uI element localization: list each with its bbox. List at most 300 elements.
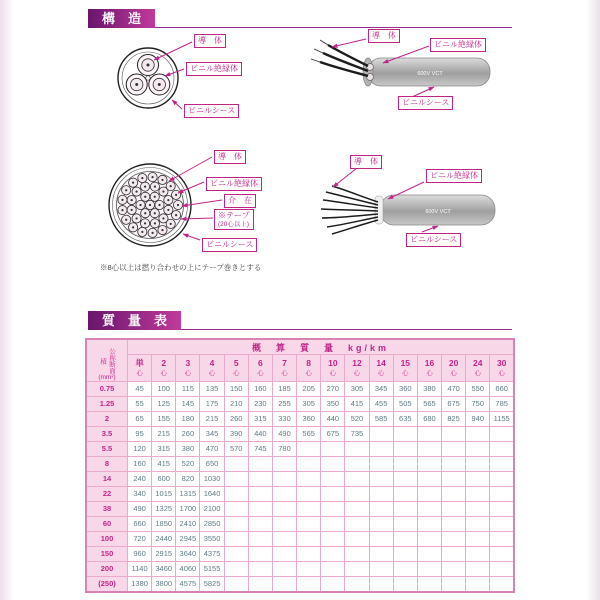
mass-value-cell: 675 <box>442 397 466 412</box>
label-filler-c: 介 在 <box>224 194 256 208</box>
mass-value-cell <box>393 532 417 547</box>
mass-value-cell <box>321 457 345 472</box>
mass-value-cell: 65 <box>128 412 152 427</box>
mass-value-cell: 55 <box>128 397 152 412</box>
mass-value-cell <box>490 502 514 517</box>
core-count-header <box>128 355 152 382</box>
mass-value-cell <box>393 517 417 532</box>
mass-value-cell: 340 <box>128 487 152 502</box>
mass-value-cell <box>417 472 441 487</box>
table-row <box>86 532 514 547</box>
mass-value-cell: 120 <box>128 442 152 457</box>
core-count-suffix: 心 <box>208 370 216 377</box>
core-count-number: 4 <box>209 358 215 368</box>
core-count-number: 8 <box>306 358 312 368</box>
mass-value-cell: 215 <box>152 427 176 442</box>
mass-value-cell <box>248 517 272 532</box>
table-row <box>86 487 514 502</box>
mass-value-cell <box>490 487 514 502</box>
table-row <box>86 397 514 412</box>
mass-value-cell: 380 <box>176 442 200 457</box>
mass-value-cell <box>345 547 369 562</box>
table-row <box>86 502 514 517</box>
mass-value-cell <box>321 532 345 547</box>
mass-value-cell <box>490 577 514 593</box>
mass-value-cell <box>417 532 441 547</box>
mass-value-cell <box>393 487 417 502</box>
mass-value-cell <box>466 517 490 532</box>
mass-value-cell <box>393 427 417 442</box>
mass-value-cell: 600 <box>152 472 176 487</box>
mass-value-cell <box>224 457 248 472</box>
mass-value-cell <box>345 457 369 472</box>
mass-value-cell <box>321 547 345 562</box>
core-count-suffix: 心 <box>450 370 457 377</box>
mass-value-cell <box>321 487 345 502</box>
mass-value-cell <box>321 562 345 577</box>
mass-value-cell <box>345 517 369 532</box>
label-insulation-b: ビニル絶縁体 <box>430 38 486 52</box>
mass-value-cell <box>248 472 272 487</box>
mass-value-cell <box>417 502 441 517</box>
mass-value-cell: 415 <box>345 397 369 412</box>
mass-value-cell <box>393 457 417 472</box>
core-count-suffix: 心 <box>281 370 288 377</box>
mass-value-cell <box>297 517 321 532</box>
mass-value-cell: 160 <box>248 382 272 397</box>
mass-value-cell <box>417 442 441 457</box>
mass-value-cell <box>297 442 321 457</box>
mass-value-cell: 960 <box>128 547 152 562</box>
mass-value-cell: 940 <box>466 412 490 427</box>
mass-value-cell: 635 <box>393 412 417 427</box>
mass-value-cell <box>393 472 417 487</box>
mass-value-cell <box>393 577 417 593</box>
header-rule <box>155 27 512 28</box>
mass-value-cell <box>272 577 296 593</box>
mass-value-cell <box>442 562 466 577</box>
structure-note: ※8心以上は撚り合わせの上にテープ巻きとする <box>100 263 262 272</box>
mass-value-cell: 550 <box>466 382 490 397</box>
mass-value-cell <box>321 517 345 532</box>
mass-value-cell: 2915 <box>152 547 176 562</box>
mass-value-cell: 160 <box>128 457 152 472</box>
core-count-header <box>442 355 466 382</box>
mass-value-cell <box>417 517 441 532</box>
mass-value-cell <box>369 502 393 517</box>
mass-value-cell: 720 <box>128 532 152 547</box>
mass-value-cell <box>272 487 296 502</box>
size-unit-label: (mm²) <box>98 374 116 381</box>
mass-value-cell <box>248 532 272 547</box>
mass-value-cell <box>442 502 466 517</box>
size-label: 60 <box>86 517 128 532</box>
label-insulation-d: ビニル絶縁体 <box>426 169 482 183</box>
size-label: 100 <box>86 532 128 547</box>
mass-value-cell <box>369 547 393 562</box>
section-header-structure <box>88 9 512 28</box>
core-count-header <box>248 355 272 382</box>
core-count-number: 16 <box>424 358 435 368</box>
mass-value-cell <box>345 577 369 593</box>
mass-value-cell: 455 <box>369 397 393 412</box>
mass-value-cell <box>248 457 272 472</box>
mass-value-cell <box>490 457 514 472</box>
mass-value-cell <box>369 562 393 577</box>
mass-value-cell: 745 <box>248 442 272 457</box>
core-count-header <box>321 355 345 382</box>
core-count-header <box>297 355 321 382</box>
mass-value-cell: 150 <box>224 382 248 397</box>
core-count-number: 20 <box>448 358 459 368</box>
core-count-suffix: 心 <box>136 370 143 377</box>
mass-value-cell: 650 <box>200 457 224 472</box>
mass-value-cell: 1140 <box>128 562 152 577</box>
mass-value-cell <box>369 472 393 487</box>
mass-value-cell <box>224 547 248 562</box>
mass-value-cell <box>369 457 393 472</box>
mass-value-cell <box>490 547 514 562</box>
mass-value-cell <box>321 577 345 593</box>
mass-value-cell <box>442 472 466 487</box>
size-label: 14 <box>86 472 128 487</box>
mass-value-cell <box>272 502 296 517</box>
mass-value-cell: 230 <box>248 397 272 412</box>
mass-value-cell: 390 <box>224 427 248 442</box>
mass-value-cell: 820 <box>176 472 200 487</box>
mass-value-cell: 1155 <box>490 412 514 427</box>
table-corner-cell <box>86 339 128 382</box>
core-count-header <box>490 355 514 382</box>
core-count-header <box>393 355 417 382</box>
core-count-number: 14 <box>376 358 386 368</box>
mass-value-cell <box>224 472 248 487</box>
cable-side-view-large <box>321 186 495 234</box>
mass-value-cell <box>417 577 441 593</box>
mass-value-cell <box>272 517 296 532</box>
core-count-suffix: 心 <box>305 370 312 377</box>
mass-value-cell <box>248 502 272 517</box>
core-count-number: 単 <box>135 358 144 368</box>
core-count-number: 15 <box>400 358 411 368</box>
mass-value-cell: 2440 <box>152 532 176 547</box>
mass-value-cell: 3460 <box>152 562 176 577</box>
label-conductor-b: 導 体 <box>368 29 400 43</box>
label-sheath-a: ビニルシース <box>184 104 239 118</box>
mass-value-cell: 205 <box>297 382 321 397</box>
mass-value-cell <box>248 547 272 562</box>
label-conductor-d: 導 体 <box>350 155 382 169</box>
size-label: 2 <box>86 412 128 427</box>
label-conductor-c: 導 体 <box>214 150 246 164</box>
core-count-header <box>176 355 200 382</box>
mass-value-cell: 255 <box>272 397 296 412</box>
label-sheath-d: ビニルシース <box>406 233 461 247</box>
section-title-structure: 構 造 <box>88 9 155 28</box>
mass-value-cell: 440 <box>321 412 345 427</box>
mass-value-cell: 520 <box>345 412 369 427</box>
mass-value-cell <box>466 532 490 547</box>
mass-header: 概 算 質 量 kg/km <box>128 339 515 355</box>
mass-value-cell: 1850 <box>152 517 176 532</box>
mass-value-cell: 1700 <box>176 502 200 517</box>
size-label: (250) <box>86 577 128 593</box>
mass-value-cell: 1640 <box>200 487 224 502</box>
mass-value-cell <box>442 547 466 562</box>
core-count-number: 24 <box>473 358 483 368</box>
core-count-header <box>272 355 296 382</box>
size-label: 38 <box>86 502 128 517</box>
mass-value-cell: 210 <box>224 397 248 412</box>
core-count-header <box>369 355 393 382</box>
mass-value-cell <box>393 442 417 457</box>
cable-marking-text: 600V VCT <box>417 71 443 77</box>
core-count-suffix: 心 <box>232 370 240 377</box>
core-count-header <box>466 355 490 382</box>
mass-value-cell <box>369 517 393 532</box>
section-header-mass <box>88 311 512 330</box>
core-count-suffix: 心 <box>353 370 361 377</box>
core-count-suffix: 心 <box>402 370 409 377</box>
core-count-suffix: 心 <box>426 370 433 377</box>
size-column-label: 公称断面積 <box>99 348 115 374</box>
mass-value-cell: 675 <box>321 427 345 442</box>
mass-value-cell <box>297 547 321 562</box>
mass-value-cell: 215 <box>200 412 224 427</box>
mass-value-cell: 735 <box>345 427 369 442</box>
mass-value-cell: 260 <box>224 412 248 427</box>
mass-value-cell: 4375 <box>200 547 224 562</box>
mass-value-cell <box>490 517 514 532</box>
mass-value-cell <box>466 562 490 577</box>
mass-value-cell: 4060 <box>176 562 200 577</box>
mass-value-cell: 305 <box>297 397 321 412</box>
core-count-suffix: 心 <box>474 370 482 377</box>
mass-value-cell: 565 <box>417 397 441 412</box>
mass-value-cell <box>297 487 321 502</box>
mass-value-cell <box>466 577 490 593</box>
core-count-suffix: 心 <box>498 370 505 377</box>
three-core-cross-section <box>118 48 178 108</box>
mass-value-cell <box>297 577 321 593</box>
mass-value-cell <box>417 427 441 442</box>
mass-value-cell <box>272 562 296 577</box>
mass-value-cell <box>442 517 466 532</box>
mass-value-cell <box>321 442 345 457</box>
core-count-number: 7 <box>282 358 287 368</box>
mass-value-cell <box>321 502 345 517</box>
table-row <box>86 517 514 532</box>
mass-value-cell: 3640 <box>176 547 200 562</box>
mass-value-cell: 135 <box>200 382 224 397</box>
mass-value-cell <box>466 442 490 457</box>
mass-value-cell <box>417 562 441 577</box>
mass-value-cell <box>466 427 490 442</box>
mass-value-cell: 345 <box>200 427 224 442</box>
table-row <box>86 412 514 427</box>
core-count-number: 3 <box>185 358 191 368</box>
mass-value-cell <box>490 472 514 487</box>
mass-value-cell: 380 <box>417 382 441 397</box>
mass-value-cell: 2410 <box>176 517 200 532</box>
mass-value-cell: 1380 <box>128 577 152 593</box>
label-conductor-a: 導 体 <box>194 34 226 48</box>
mass-value-cell: 5155 <box>200 562 224 577</box>
size-label: 1.25 <box>86 397 128 412</box>
mass-value-cell <box>442 532 466 547</box>
mass-value-cell: 345 <box>369 382 393 397</box>
mass-value-cell <box>369 577 393 593</box>
size-label: 22 <box>86 487 128 502</box>
mass-value-cell: 785 <box>490 397 514 412</box>
mass-value-cell: 3550 <box>200 532 224 547</box>
multi-core-cross-section <box>109 164 191 246</box>
mass-value-cell <box>224 577 248 593</box>
size-label: 8 <box>86 457 128 472</box>
mass-value-cell <box>297 532 321 547</box>
mass-value-cell <box>369 442 393 457</box>
table-row <box>86 577 514 593</box>
mass-value-cell <box>297 472 321 487</box>
structure-diagram-canvas <box>80 30 520 300</box>
mass-value-cell: 660 <box>128 517 152 532</box>
size-label: 3.5 <box>86 427 128 442</box>
mass-value-cell: 95 <box>128 427 152 442</box>
mass-value-cell: 415 <box>152 457 176 472</box>
mass-value-cell <box>393 547 417 562</box>
mass-value-cell <box>393 502 417 517</box>
mass-value-cell <box>417 487 441 502</box>
mass-value-cell: 565 <box>297 427 321 442</box>
header-rule <box>181 329 512 330</box>
mass-value-cell <box>417 547 441 562</box>
mass-value-cell <box>224 487 248 502</box>
mass-value-cell: 4575 <box>176 577 200 593</box>
mass-value-cell <box>393 562 417 577</box>
label-tape-note: (20心以上) <box>218 220 250 228</box>
mass-value-cell <box>272 472 296 487</box>
size-label: 150 <box>86 547 128 562</box>
mass-value-cell <box>466 502 490 517</box>
mass-value-cell <box>248 487 272 502</box>
mass-value-cell <box>417 457 441 472</box>
core-count-suffix: 心 <box>184 370 192 377</box>
mass-value-cell <box>369 487 393 502</box>
core-count-number: 5 <box>233 358 239 368</box>
mass-value-cell <box>442 577 466 593</box>
mass-value-cell: 240 <box>128 472 152 487</box>
mass-value-cell: 1325 <box>152 502 176 517</box>
core-count-number: 30 <box>496 358 507 368</box>
mass-value-cell <box>297 562 321 577</box>
mass-value-cell: 3800 <box>152 577 176 593</box>
mass-value-cell <box>442 487 466 502</box>
mass-value-cell: 825 <box>442 412 466 427</box>
mass-value-cell: 145 <box>176 397 200 412</box>
label-tape-c <box>214 209 254 230</box>
mass-value-cell: 750 <box>466 397 490 412</box>
mass-value-cell: 315 <box>248 412 272 427</box>
mass-value-cell: 125 <box>152 397 176 412</box>
mass-value-cell: 45 <box>128 382 152 397</box>
mass-value-cell: 180 <box>176 412 200 427</box>
mass-value-cell: 360 <box>393 382 417 397</box>
section-title-mass: 質 量 表 <box>88 311 181 330</box>
mass-value-cell: 315 <box>152 442 176 457</box>
label-insulation-c: ビニル絶縁体 <box>206 177 262 191</box>
mass-value-cell: 2100 <box>200 502 224 517</box>
mass-value-cell <box>466 487 490 502</box>
mass-value-cell: 490 <box>128 502 152 517</box>
core-count-header <box>417 355 441 382</box>
mass-value-cell: 115 <box>176 382 200 397</box>
mass-value-cell <box>345 487 369 502</box>
table-row <box>86 382 514 397</box>
mass-value-cell: 470 <box>442 382 466 397</box>
core-count-suffix: 心 <box>377 370 385 377</box>
mass-value-cell <box>442 457 466 472</box>
mass-value-cell <box>224 532 248 547</box>
mass-value-cell <box>224 502 248 517</box>
mass-value-cell: 440 <box>248 427 272 442</box>
table-row <box>86 442 514 457</box>
core-count-suffix: 心 <box>160 370 167 377</box>
mass-value-cell <box>297 457 321 472</box>
mass-value-cell <box>466 547 490 562</box>
mass-value-cell <box>321 472 345 487</box>
mass-value-cell <box>490 532 514 547</box>
mass-value-cell: 350 <box>321 397 345 412</box>
mass-value-cell: 1015 <box>152 487 176 502</box>
mass-value-cell: 100 <box>152 382 176 397</box>
mass-value-cell <box>490 442 514 457</box>
mass-value-cell <box>224 517 248 532</box>
mass-value-cell <box>442 442 466 457</box>
mass-value-cell <box>490 562 514 577</box>
size-label: 5.5 <box>86 442 128 457</box>
mass-value-cell: 2945 <box>176 532 200 547</box>
mass-value-cell <box>272 457 296 472</box>
mass-value-cell <box>466 472 490 487</box>
mass-value-cell: 520 <box>176 457 200 472</box>
mass-value-cell <box>272 532 296 547</box>
mass-value-cell: 175 <box>200 397 224 412</box>
mass-value-cell: 305 <box>345 382 369 397</box>
mass-value-cell <box>272 547 296 562</box>
label-sheath-b: ビニルシース <box>398 96 453 110</box>
mass-value-cell: 360 <box>297 412 321 427</box>
table-row <box>86 427 514 442</box>
core-count-number: 10 <box>328 358 338 368</box>
label-sheath-c: ビニルシース <box>202 238 257 252</box>
mass-value-cell: 1030 <box>200 472 224 487</box>
mass-value-cell: 660 <box>490 382 514 397</box>
mass-value-cell: 570 <box>224 442 248 457</box>
table-row <box>86 457 514 472</box>
mass-value-cell: 505 <box>393 397 417 412</box>
size-label: 0.75 <box>86 382 128 397</box>
mass-value-cell <box>466 457 490 472</box>
mass-value-cell: 585 <box>369 412 393 427</box>
mass-value-cell <box>248 562 272 577</box>
label-insulation-a: ビニル絶縁体 <box>186 62 242 76</box>
mass-value-cell: 1315 <box>176 487 200 502</box>
mass-value-cell <box>490 427 514 442</box>
mass-value-cell <box>345 502 369 517</box>
mass-value-cell: 155 <box>152 412 176 427</box>
cable-marking-text: 600V VCT <box>425 209 451 215</box>
mass-value-cell: 5825 <box>200 577 224 593</box>
